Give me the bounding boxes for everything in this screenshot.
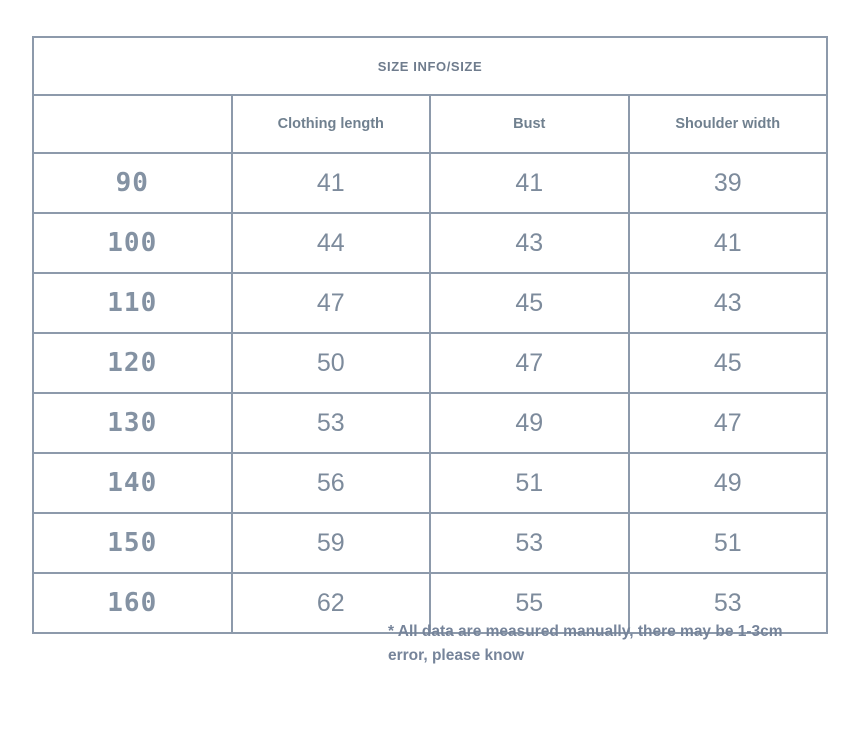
cell-clothing-length: 59 xyxy=(232,513,431,573)
cell-bust: 45 xyxy=(430,273,629,333)
table-row xyxy=(33,333,827,393)
measurement-disclaimer: * All data are measured manually, there may be 1-3cm error, please know xyxy=(388,623,783,665)
cell-clothing-length: 41 xyxy=(232,153,431,213)
cell-size: 140 xyxy=(33,453,232,513)
cell-size: 100 xyxy=(33,213,232,273)
cell-size: 120 xyxy=(33,333,232,393)
cell-bust: 49 xyxy=(430,393,629,453)
cell-clothing-length: 50 xyxy=(232,333,431,393)
cell-clothing-length: 53 xyxy=(232,393,431,453)
cell-shoulder-width: 39 xyxy=(629,153,828,213)
table-row xyxy=(33,273,827,333)
cell-shoulder-width: 51 xyxy=(629,513,828,573)
cell-size: 90 xyxy=(33,153,232,213)
cell-shoulder-width: 49 xyxy=(629,453,828,513)
column-header-size xyxy=(33,95,232,153)
page-title: SIZE INFO/SIZE xyxy=(33,37,827,95)
cell-bust: 47 xyxy=(430,333,629,393)
cell-bust: 55 xyxy=(430,573,629,633)
cell-size: 130 xyxy=(33,393,232,453)
cell-clothing-length: 62 xyxy=(232,573,431,633)
column-header-shoulder-width: Shoulder width xyxy=(629,95,828,153)
cell-shoulder-width: 53 xyxy=(629,573,828,633)
cell-shoulder-width: 41 xyxy=(629,213,828,273)
table-row xyxy=(33,153,827,213)
table-row xyxy=(33,453,827,513)
table-row xyxy=(33,213,827,273)
cell-shoulder-width: 45 xyxy=(629,333,828,393)
cell-size: 160 xyxy=(33,573,232,633)
cell-bust: 53 xyxy=(430,513,629,573)
cell-bust: 41 xyxy=(430,153,629,213)
cell-size: 150 xyxy=(33,513,232,573)
size-info-table xyxy=(32,36,828,634)
cell-clothing-length: 47 xyxy=(232,273,431,333)
column-header-bust: Bust xyxy=(430,95,629,153)
cell-shoulder-width: 47 xyxy=(629,393,828,453)
cell-size: 110 xyxy=(33,273,232,333)
cell-bust: 43 xyxy=(430,213,629,273)
cell-clothing-length: 56 xyxy=(232,453,431,513)
column-header-clothing-length: Clothing length xyxy=(232,95,431,153)
cell-bust: 51 xyxy=(430,453,629,513)
table-row xyxy=(33,393,827,453)
cell-shoulder-width: 43 xyxy=(629,273,828,333)
table-title-row xyxy=(33,37,827,95)
table-row xyxy=(33,513,827,573)
table-header-row xyxy=(33,95,827,153)
cell-clothing-length: 44 xyxy=(232,213,431,273)
